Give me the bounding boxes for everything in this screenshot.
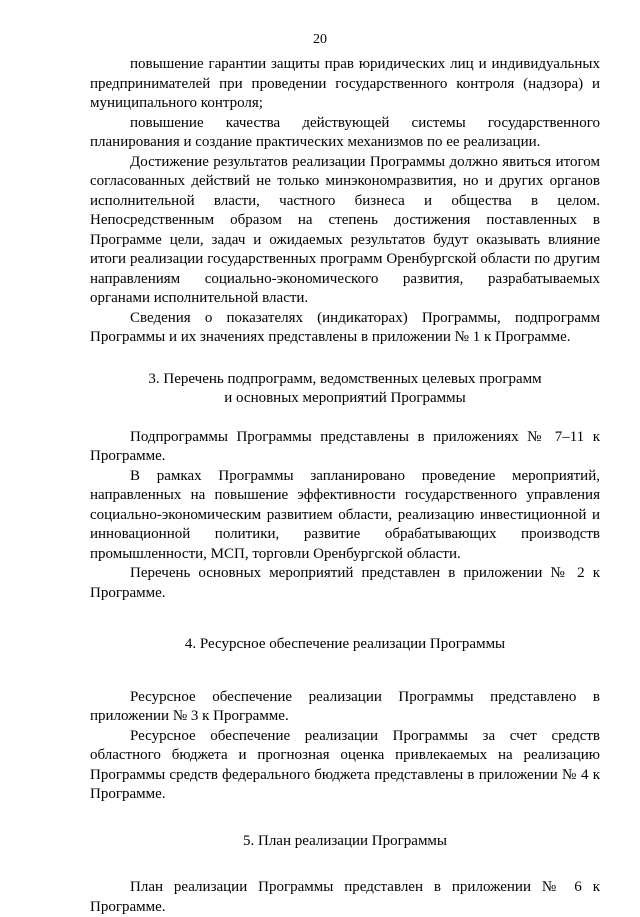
paragraph-resource-support: Ресурсное обеспечение реализации Программы представлено в приложении № 3 к Программе. xyxy=(90,688,600,724)
section-3-heading-line-1: 3. Перечень подпрограмм, ведомственных целевых программ xyxy=(148,370,542,387)
section-5-heading: 5. План реализации Программы xyxy=(242,832,448,849)
section-4-heading: 4. Ресурсное обеспечение реализации Программы xyxy=(184,636,506,652)
document-body xyxy=(90,55,600,917)
paragraph-indicators-info: Сведения о показателях (индикаторах) Программы, подпрограмм Программы и их значениях представлены в приложении № 1 к Программе. xyxy=(90,309,600,345)
paragraph-main-activities-list: Перечень основных мероприятий представлен в приложении № 2 к Программе. xyxy=(90,565,600,601)
section-3-heading xyxy=(90,370,600,409)
paragraph-subprograms: Подпрограммы Программы представлены в приложениях № 7–11 к Программе. xyxy=(90,428,600,464)
paragraph-planned-activities: В рамках Программы запланировано проведение мероприятий, направленных на повышение эффективности государственного управления социально-экономическим развитием области, реализацию инвестиционной и инновационной политики, развитие обрабатывающих производств промышленности, МСП, торговли Оренбургской области. xyxy=(90,467,600,562)
paragraph-regional-budget: Ресурсное обеспечение реализации Программы за счет средств областного бюджета и прогнозная оценка привлекаемых на реализацию Программы средств федерального бюджета представлены в приложении № 4 к Программе. xyxy=(90,727,600,802)
paragraph-guarantee-protection: повышение гарантии защиты прав юридических лиц и индивидуальных предпринимателей при проведении государственного контроля (надзора) и муниципального контроля; xyxy=(90,56,600,111)
section-3-heading-line-2: и основных мероприятий Программы xyxy=(224,390,466,406)
page-number: 20 xyxy=(313,32,327,47)
paragraph-results-achievement: Достижение результатов реализации Программы должно явиться итогом согласованных действий не только минэкономразвития, но и других органов исполнительной власти, частного бизнеса и общества в целом. Непосредственным образом на степень достижения поставленных в Программе цели, задач и ожидаемых результатов будут оказывать влияние итоги реализации государственных программ Оренбургской области по другим направлениям социально-экономического развития, разрабатываемых органами исполнительной власти. xyxy=(90,153,600,306)
paragraph-planning-quality: повышение качества действующей системы государственного планирования и создание практических механизмов по ее реализации. xyxy=(90,114,600,150)
paragraph-implementation-plan: План реализации Программы представлен в приложении № 6 к Программе. xyxy=(90,879,600,915)
